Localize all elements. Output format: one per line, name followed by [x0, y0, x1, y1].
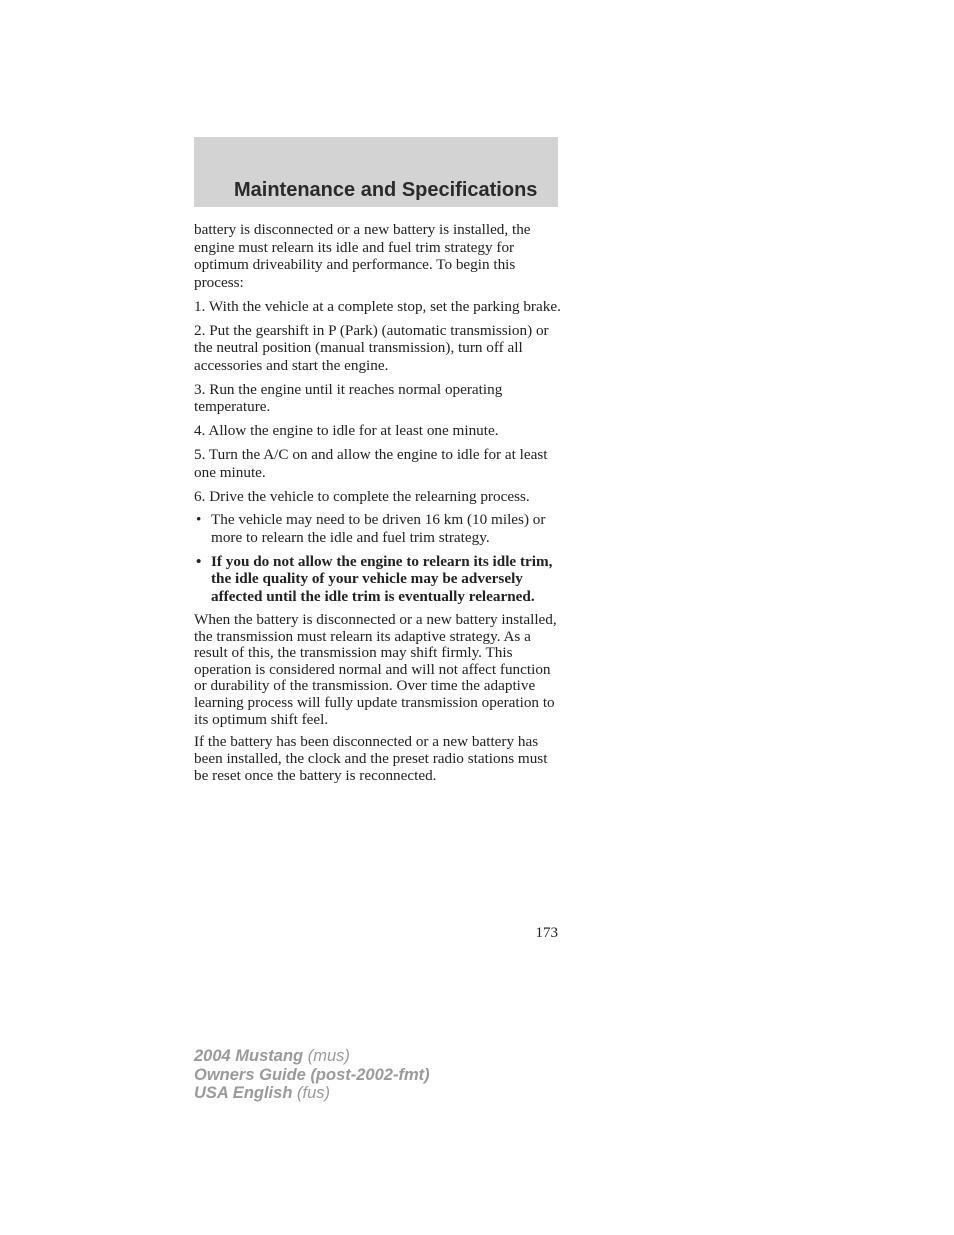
- footer-model: 2004 Mustang: [194, 1047, 304, 1065]
- section-header-band: [194, 137, 558, 207]
- clock-paragraph: If the battery has been disconnected or a new battery has been installed, the clock and the preset radio stations must be reset once the battery is reconnected.: [194, 733, 548, 784]
- section-title: Maintenance and Specifications: [234, 179, 538, 201]
- page-body: [194, 221, 564, 790]
- step-1: 1. With the vehicle at a complete stop, set the parking brake.: [194, 297, 561, 315]
- step-2: 2. Put the gearshift in P (Park) (automatic transmission) or the neutral position (manual transmission), turn off all accessories and start the engine.: [194, 321, 549, 374]
- bullet-list: [194, 511, 564, 605]
- step-5: 5. Turn the A/C on and allow the engine to idle for at least one minute.: [194, 446, 548, 481]
- footer-model-code: (mus): [307, 1047, 350, 1065]
- step-4: 4. Allow the engine to idle for at least one minute.: [194, 422, 499, 440]
- bullet-item-warning: • If you do not allow the engine to relearn its idle trim, the idle quality of your vehicle may be adversely affected until the idle trim is eventually relearned.: [194, 553, 564, 606]
- bullet-item-relearn-distance: • The vehicle may need to be driven 16 km (10 miles) or more to relearn the idle and fuel trim strategy.: [194, 511, 564, 546]
- footer-line-3: [194, 1084, 430, 1103]
- transmission-paragraph: When the battery is disconnected or a new battery installed, the transmission must relearn its adaptive strategy. As a result of this, the transmission may shift firmly. This operation is considered normal and will not affect function or durability of the transmission. Over time the adaptive learning process will fully update transmission operation to its optimum shift feel.: [194, 610, 557, 728]
- step-6: 6. Drive the vehicle to complete the relearning process.: [194, 487, 530, 505]
- footer-line-1: [194, 1047, 430, 1066]
- document-footer: [194, 1047, 430, 1103]
- page-number: 173: [535, 925, 558, 941]
- step-3: 3. Run the engine until it reaches normal operating temperature.: [194, 380, 503, 416]
- footer-language: USA English: [194, 1084, 293, 1102]
- footer-guide: Owners Guide (post-2002-fmt): [194, 1065, 430, 1084]
- footer-line-2: [194, 1066, 430, 1085]
- intro-paragraph: battery is disconnected or a new battery is installed, the engine must relearn its idle and fuel trim strategy for optimum driveability and performance. To begin this process:: [194, 221, 531, 291]
- footer-language-code: (fus): [297, 1084, 330, 1102]
